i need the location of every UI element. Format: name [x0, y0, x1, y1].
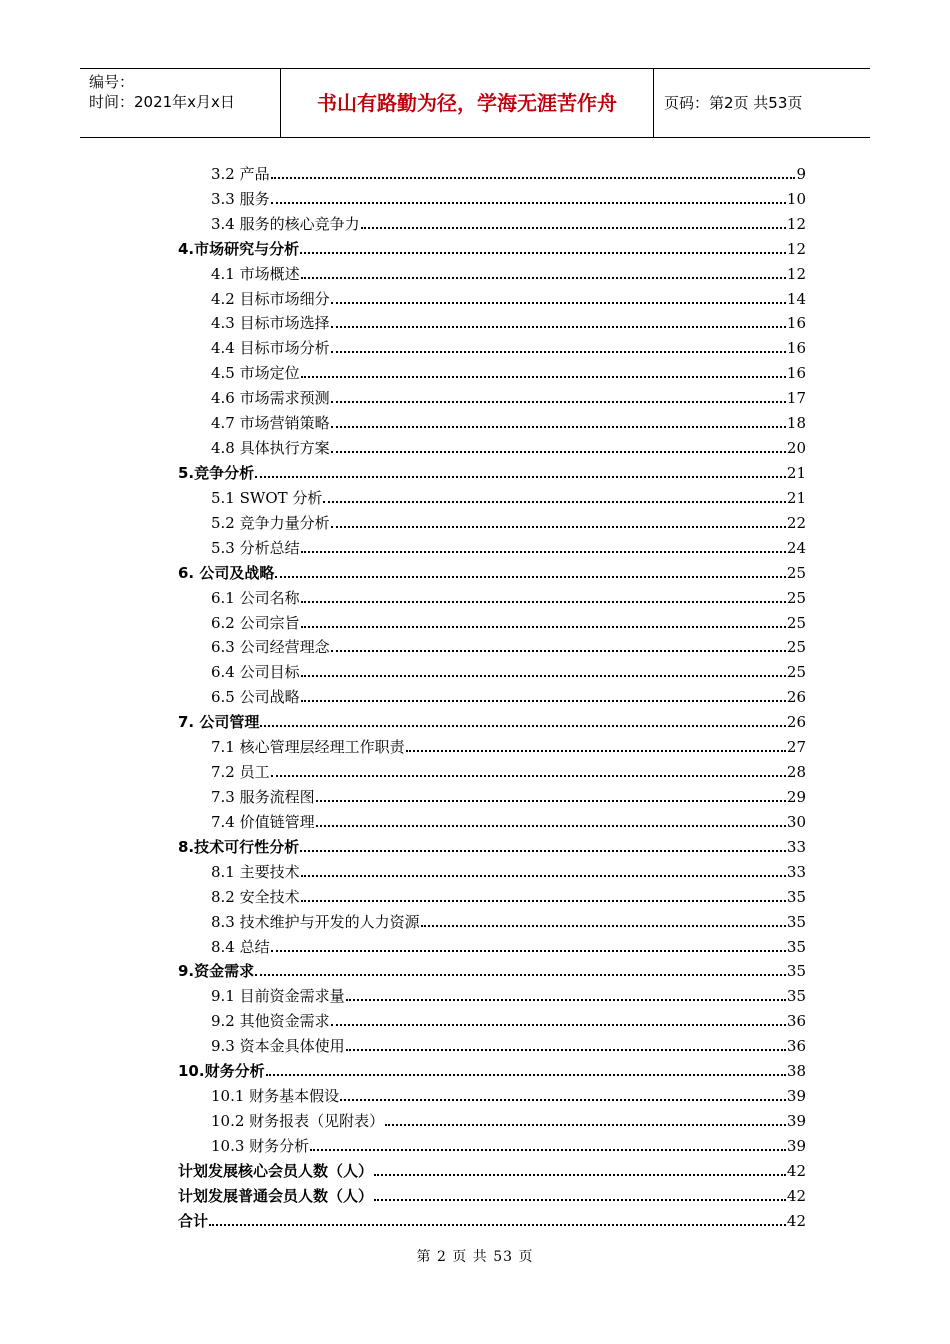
toc-section-entry[interactable] [178, 532, 806, 557]
toc-entry-title: 9.资金需求 [178, 962, 255, 981]
toc-section-entry[interactable] [178, 407, 806, 432]
toc-chapter-entry[interactable] [178, 1155, 806, 1180]
document-date: 时间：2021年x月x日 [89, 93, 235, 111]
toc-dot-leader [271, 773, 786, 777]
toc-entry-page-number: 25 [786, 588, 806, 607]
toc-entry-page-number: 12 [786, 214, 806, 233]
toc-dot-leader [260, 723, 786, 727]
toc-entry-page-number: 12 [786, 239, 806, 258]
toc-section-entry[interactable] [178, 158, 806, 183]
toc-dot-leader [331, 648, 786, 652]
toc-dot-leader [300, 250, 786, 254]
toc-entry-title: 6.5 公司战略 [211, 688, 300, 707]
toc-dot-leader [323, 499, 786, 503]
toc-entry-page-number: 22 [786, 513, 806, 532]
toc-dot-leader [301, 275, 786, 279]
toc-dot-leader [271, 175, 796, 179]
toc-entry-title: 4.1 市场概述 [211, 264, 300, 283]
toc-entry-title: 10.财务分析 [178, 1062, 265, 1081]
toc-entry-page-number: 39 [786, 1136, 806, 1155]
toc-dot-leader [275, 574, 786, 578]
toc-dot-leader [316, 823, 786, 827]
toc-dot-leader [346, 1047, 786, 1051]
toc-chapter-entry[interactable] [178, 557, 806, 582]
toc-entry-title: 8.3 技术维护与开发的人力资源 [211, 912, 420, 931]
toc-entry-title: 6. 公司及战略 [178, 563, 275, 582]
toc-entry-page-number: 36 [786, 1037, 806, 1056]
toc-entry-title: 6.1 公司名称 [211, 588, 300, 607]
toc-entry-title: 7.4 价值链管理 [211, 812, 315, 831]
toc-chapter-entry[interactable] [178, 706, 806, 731]
toc-entry-title: 7.2 员工 [211, 763, 270, 782]
toc-dot-leader [331, 324, 786, 328]
toc-dot-leader [385, 1122, 786, 1126]
toc-entry-title: 4.6 市场需求预测 [211, 389, 330, 408]
toc-entry-page-number: 33 [786, 862, 806, 881]
header-motto: 书山有路勤为径，学海无涯苦作舟 [281, 69, 654, 137]
toc-entry-page-number: 24 [786, 538, 806, 557]
toc-chapter-entry[interactable] [178, 1205, 806, 1230]
toc-entry-title: 7.3 服务流程图 [211, 787, 315, 806]
toc-entry-title: 5.2 竞争力量分析 [211, 513, 330, 532]
toc-dot-leader [316, 798, 786, 802]
toc-section-entry[interactable] [178, 258, 806, 283]
toc-entry-page-number: 38 [786, 1062, 806, 1081]
toc-entry-title: 合计 [178, 1211, 209, 1230]
toc-entry-title: 5.1 SWOT 分析 [211, 488, 323, 507]
table-of-contents [178, 158, 806, 1230]
toc-section-entry[interactable] [178, 482, 806, 507]
toc-entry-title: 4.2 目标市场细分 [211, 289, 330, 308]
toc-entry-title: 4.7 市场营销策略 [211, 414, 330, 433]
toc-entry-page-number: 42 [786, 1186, 806, 1205]
toc-dot-leader [331, 424, 786, 428]
toc-entry-title: 7.1 核心管理层经理工作职责 [211, 738, 405, 757]
toc-entry-page-number: 35 [786, 887, 806, 906]
toc-entry-page-number: 39 [786, 1111, 806, 1130]
toc-dot-leader [421, 923, 786, 927]
toc-section-entry[interactable] [178, 432, 806, 457]
toc-section-entry[interactable] [178, 781, 806, 806]
toc-entry-title: 8.技术可行性分析 [178, 837, 300, 856]
toc-dot-leader [406, 748, 786, 752]
toc-entry-page-number: 18 [786, 414, 806, 433]
toc-dot-leader [301, 599, 786, 603]
toc-entry-page-number: 26 [786, 688, 806, 707]
toc-entry-page-number: 36 [786, 1012, 806, 1031]
toc-entry-title: 8.4 总结 [211, 937, 270, 956]
toc-section-entry[interactable] [178, 1080, 806, 1105]
toc-entry-page-number: 42 [786, 1161, 806, 1180]
toc-dot-leader [300, 848, 786, 852]
toc-section-entry[interactable] [178, 582, 806, 607]
toc-section-entry[interactable] [178, 507, 806, 532]
toc-section-entry[interactable] [178, 681, 806, 706]
toc-chapter-entry[interactable] [178, 831, 806, 856]
toc-entry-page-number: 26 [786, 713, 806, 732]
toc-entry-title: 8.1 主要技术 [211, 862, 300, 881]
toc-entry-page-number: 35 [786, 987, 806, 1006]
toc-section-entry[interactable] [178, 906, 806, 931]
toc-entry-page-number: 30 [786, 812, 806, 831]
toc-chapter-entry[interactable] [178, 1055, 806, 1080]
toc-entry-title: 7. 公司管理 [178, 713, 260, 732]
toc-entry-page-number: 25 [786, 613, 806, 632]
toc-dot-leader [301, 873, 786, 877]
toc-dot-leader [301, 698, 786, 702]
toc-dot-leader [331, 524, 786, 528]
toc-entry-page-number: 21 [786, 463, 806, 482]
toc-entry-page-number: 10 [786, 189, 806, 208]
toc-entry-title: 计划发展核心会员人数（人） [178, 1161, 374, 1180]
toc-dot-leader [361, 225, 786, 229]
toc-section-entry[interactable] [178, 806, 806, 831]
toc-section-entry[interactable] [178, 656, 806, 681]
toc-dot-leader [331, 300, 786, 304]
page-header [80, 68, 870, 138]
toc-entry-title: 6.2 公司宗旨 [211, 613, 300, 632]
toc-entry-title: 计划发展普通会员人数（人） [178, 1186, 374, 1205]
toc-entry-title: 9.1 目前资金需求量 [211, 987, 345, 1006]
header-meta [80, 69, 281, 137]
toc-section-entry[interactable] [178, 856, 806, 881]
toc-entry-page-number: 28 [786, 763, 806, 782]
toc-dot-leader [310, 1147, 786, 1151]
toc-entry-title: 5.3 分析总结 [211, 538, 300, 557]
toc-section-entry[interactable] [178, 1130, 806, 1155]
toc-entry-page-number: 25 [786, 638, 806, 657]
toc-entry-page-number: 39 [786, 1087, 806, 1106]
toc-chapter-entry[interactable] [178, 457, 806, 482]
toc-dot-leader [255, 972, 786, 976]
toc-section-entry[interactable] [178, 283, 806, 308]
toc-section-entry[interactable] [178, 980, 806, 1005]
toc-entry-page-number: 17 [786, 389, 806, 408]
toc-entry-page-number: 35 [786, 937, 806, 956]
toc-section-entry[interactable] [178, 607, 806, 632]
toc-section-entry[interactable] [178, 881, 806, 906]
header-page-info: 页码：第2页 共53页 [664, 94, 803, 112]
toc-chapter-entry[interactable] [178, 1180, 806, 1205]
toc-dot-leader [374, 1197, 786, 1201]
toc-entry-title: 4.5 市场定位 [211, 364, 300, 383]
toc-entry-page-number: 29 [786, 787, 806, 806]
toc-entry-title: 4.3 目标市场选择 [211, 314, 330, 333]
toc-dot-leader [301, 624, 786, 628]
toc-dot-leader [209, 1222, 786, 1226]
toc-dot-leader [331, 449, 786, 453]
toc-entry-title: 3.2 产品 [211, 164, 270, 183]
toc-entry-title: 4.4 目标市场分析 [211, 339, 330, 358]
toc-dot-leader [301, 673, 786, 677]
document-number-label: 编号： [89, 73, 135, 91]
toc-section-entry[interactable] [178, 756, 806, 781]
toc-dot-leader [301, 898, 786, 902]
toc-entry-page-number: 42 [786, 1211, 806, 1230]
toc-dot-leader [255, 474, 786, 478]
toc-entry-title: 10.2 财务报表（见附表） [211, 1111, 385, 1130]
toc-section-entry[interactable] [178, 1030, 806, 1055]
toc-entry-page-number: 25 [786, 663, 806, 682]
toc-section-entry[interactable] [178, 357, 806, 382]
toc-entry-title: 5.竞争分析 [178, 463, 255, 482]
toc-entry-page-number: 25 [786, 563, 806, 582]
toc-section-entry[interactable] [178, 183, 806, 208]
toc-entry-title: 9.2 其他资金需求 [211, 1012, 330, 1031]
toc-entry-title: 6.4 公司目标 [211, 663, 300, 682]
toc-entry-page-number: 14 [786, 289, 806, 308]
toc-section-entry[interactable] [178, 1005, 806, 1030]
toc-dot-leader [346, 997, 786, 1001]
toc-dot-leader [331, 399, 786, 403]
page-footer: 第 2 页 共 53 页 [416, 1249, 534, 1265]
toc-entry-title: 3.4 服务的核心竞争力 [211, 214, 360, 233]
toc-dot-leader [271, 948, 786, 952]
toc-dot-leader [301, 549, 786, 553]
toc-entry-page-number: 27 [786, 738, 806, 757]
toc-entry-page-number: 16 [786, 364, 806, 383]
toc-entry-page-number: 16 [786, 314, 806, 333]
toc-section-entry[interactable] [178, 308, 806, 333]
toc-entry-title: 3.3 服务 [211, 189, 270, 208]
toc-dot-leader [331, 1022, 786, 1026]
toc-entry-title: 9.3 资本金具体使用 [211, 1037, 345, 1056]
toc-dot-leader [271, 200, 786, 204]
toc-dot-leader [374, 1172, 786, 1176]
toc-entry-page-number: 16 [786, 339, 806, 358]
toc-dot-leader [301, 374, 786, 378]
toc-dot-leader [340, 1097, 786, 1101]
toc-section-entry[interactable] [178, 382, 806, 407]
toc-dot-leader [331, 349, 786, 353]
toc-entry-page-number: 12 [786, 264, 806, 283]
toc-section-entry[interactable] [178, 632, 806, 657]
toc-entry-title: 10.1 财务基本假设 [211, 1087, 340, 1106]
toc-dot-leader [266, 1072, 786, 1076]
toc-section-entry[interactable] [178, 1105, 806, 1130]
toc-entry-title: 6.3 公司经营理念 [211, 638, 330, 657]
toc-entry-title: 8.2 安全技术 [211, 887, 300, 906]
toc-section-entry[interactable] [178, 931, 806, 956]
toc-entry-page-number: 20 [786, 439, 806, 458]
toc-chapter-entry[interactable] [178, 233, 806, 258]
toc-entry-title: 4.8 具体执行方案 [211, 439, 330, 458]
toc-section-entry[interactable] [178, 332, 806, 357]
toc-entry-title: 4.市场研究与分析 [178, 239, 300, 258]
toc-entry-page-number: 35 [786, 912, 806, 931]
toc-chapter-entry[interactable] [178, 956, 806, 981]
toc-section-entry[interactable] [178, 208, 806, 233]
toc-entry-page-number: 21 [786, 488, 806, 507]
toc-entry-page-number: 9 [796, 164, 806, 183]
toc-entry-title: 10.3 财务分析 [211, 1136, 310, 1155]
toc-entry-page-number: 35 [786, 962, 806, 981]
toc-entry-page-number: 33 [786, 837, 806, 856]
toc-section-entry[interactable] [178, 731, 806, 756]
